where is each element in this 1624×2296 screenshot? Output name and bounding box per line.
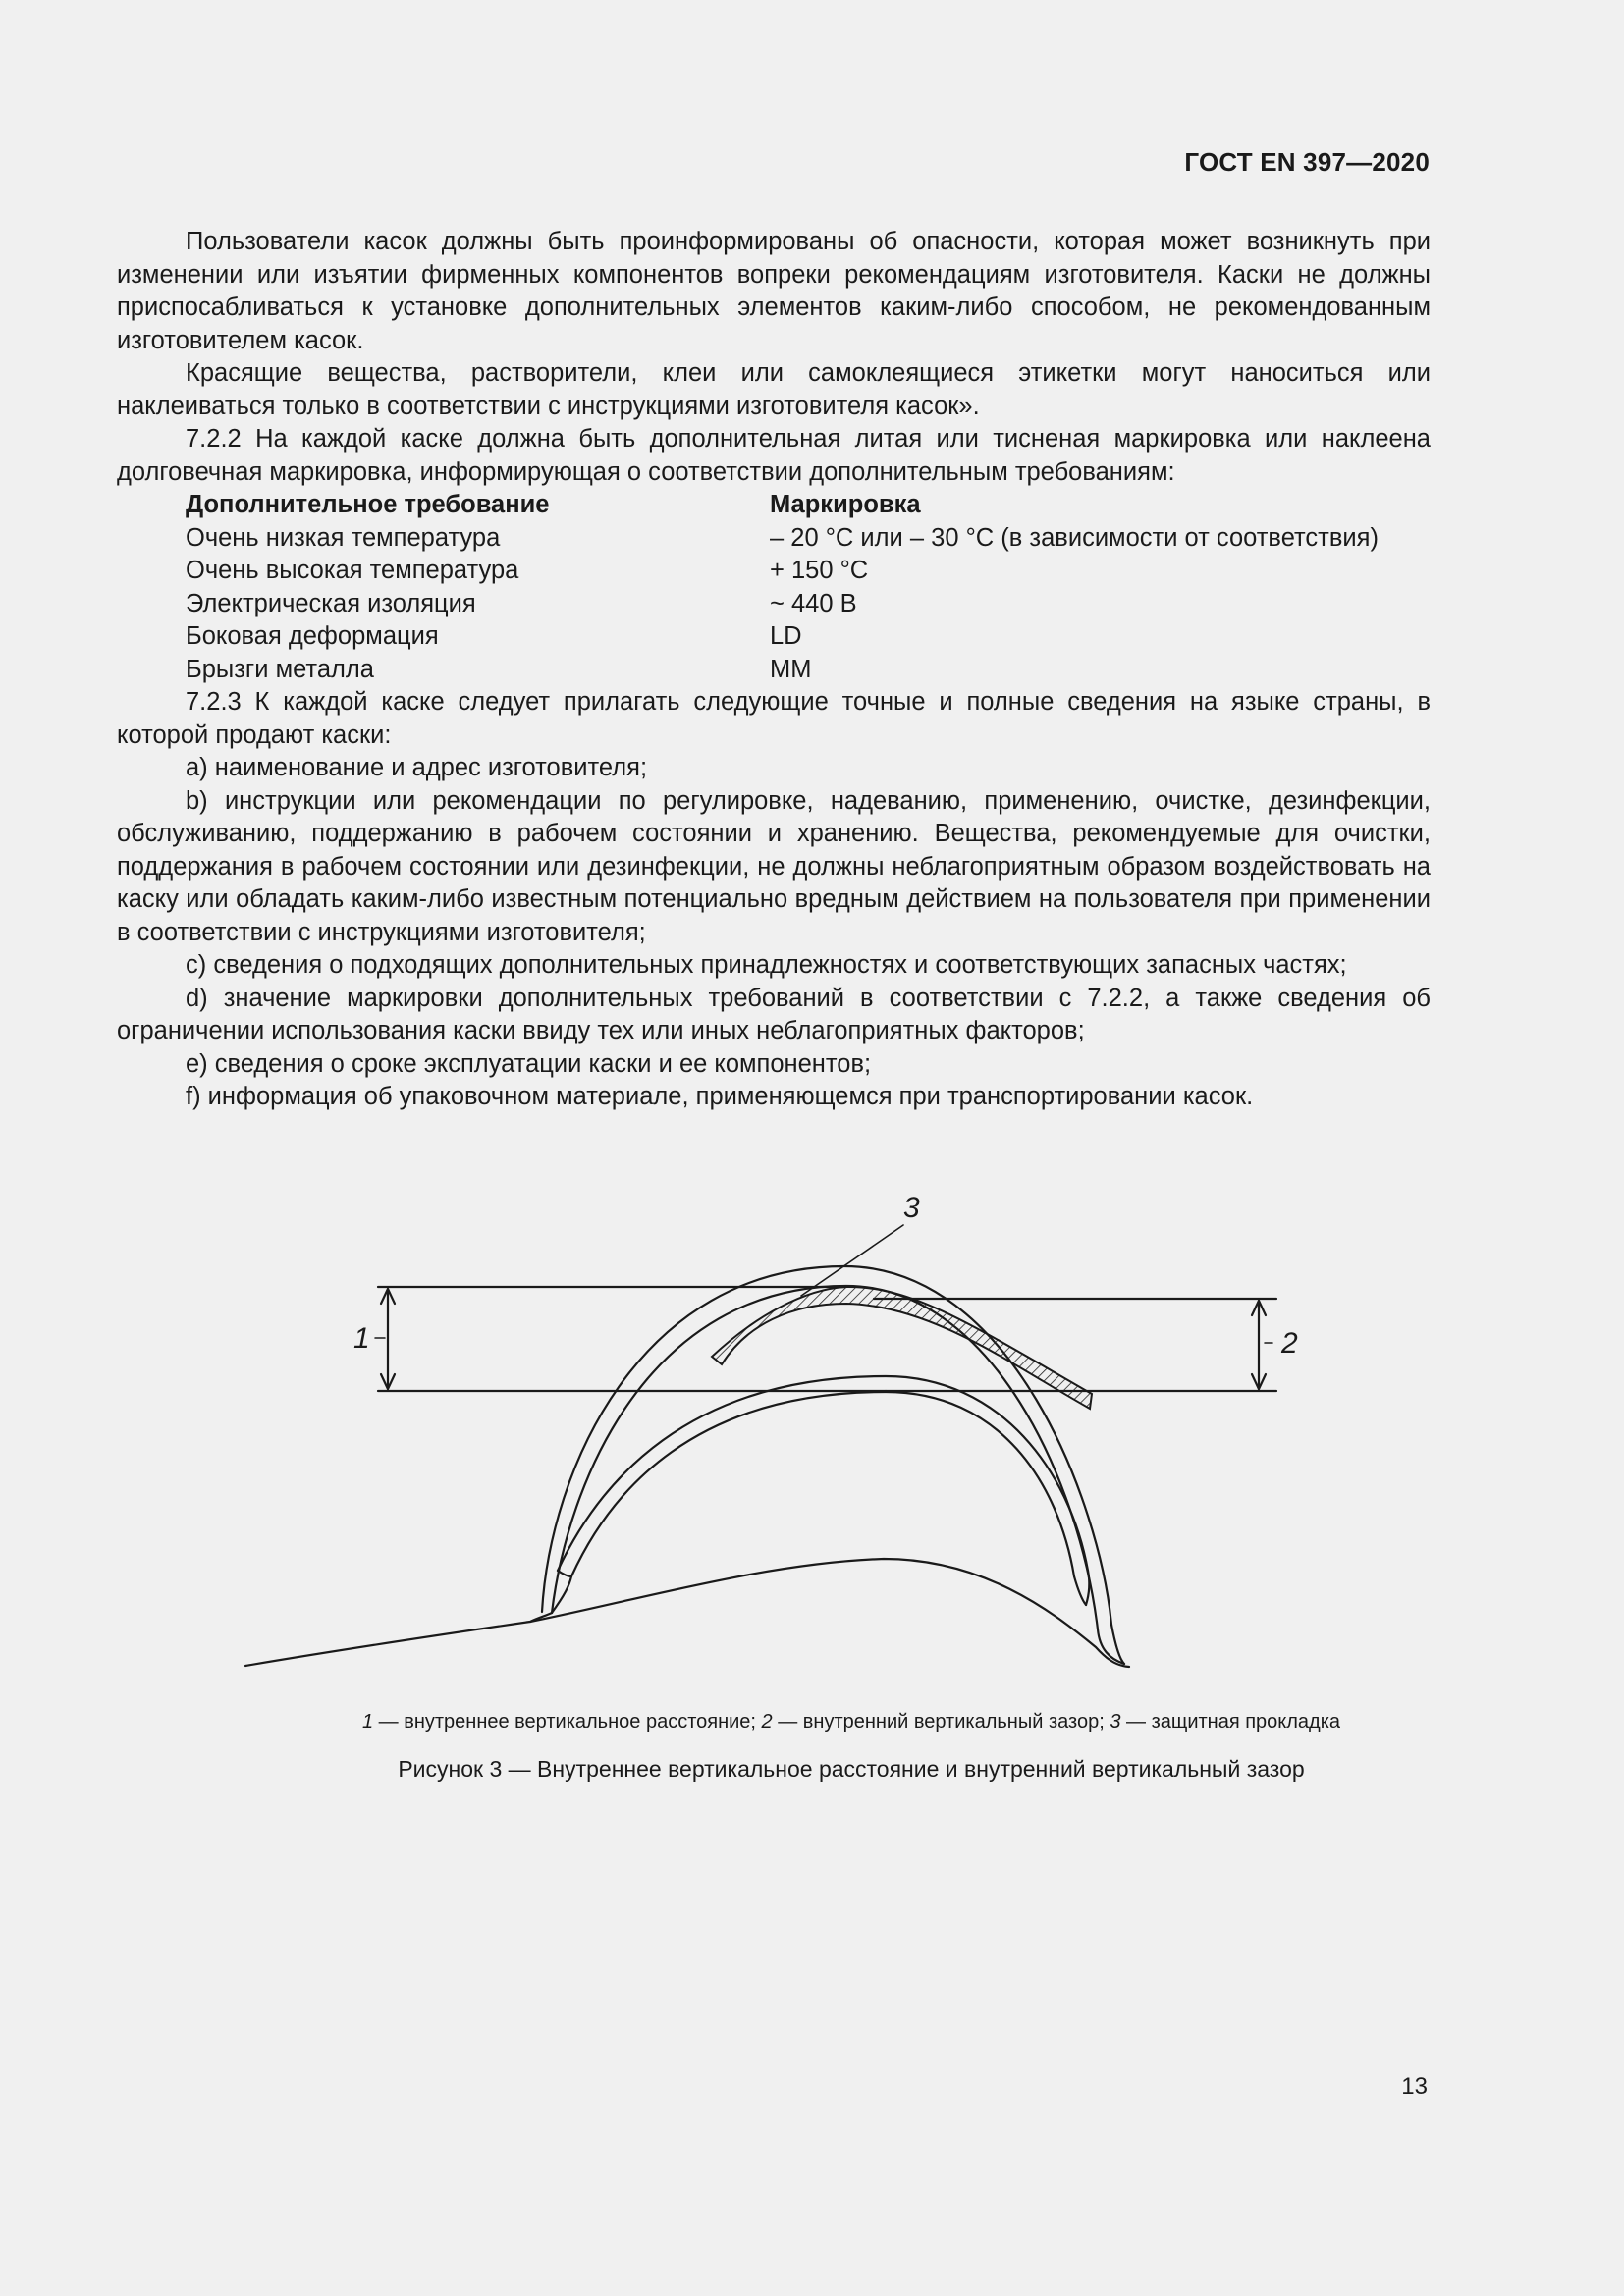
table-cell: + 150 °C (770, 557, 869, 584)
page-number: 13 (1401, 2073, 1428, 2100)
harness-end-left (558, 1571, 571, 1576)
table-cell: Брызги металла (186, 655, 374, 683)
figure-label-3: 3 (903, 1192, 920, 1224)
table-row (186, 522, 1379, 556)
list-item: c) сведения о подходящих дополнительных принадлежностях и соответствующих запасных частях; (186, 951, 1347, 979)
column-header-requirement: Дополнительное требование (186, 491, 550, 518)
body-text (117, 226, 1431, 1114)
table-header-row (186, 489, 1379, 522)
list-item: а) наименование и адрес изготовителя; (186, 754, 648, 781)
figure-caption: Рисунок 3 — Внутреннее вертикальное расстояние и внутренний вертикальный зазор (398, 1756, 1305, 1782)
harness-outer (558, 1376, 1088, 1571)
inner-shell (552, 1286, 1124, 1664)
legend-number: 1 (361, 1711, 374, 1733)
figure-label-2: 2 (1281, 1327, 1298, 1360)
legend-number: 3 (1110, 1711, 1121, 1733)
harness-inner (571, 1392, 1074, 1576)
table-cell: Боковая деформация (186, 622, 439, 650)
table-row (186, 588, 1379, 621)
list-item: d) значение маркировки дополнительных требований в соответствии с 7.2.2, а также сведения об ограничении использования каски ввиду тех или иных неблагоприятных факторов; (117, 984, 1431, 1044)
column-header-marking: Маркировка (770, 491, 921, 518)
helmet-drawing (226, 1188, 1306, 1688)
list-item: f) информация об упаковочном материале, применяющемся при транспортировании касок. (186, 1083, 1254, 1110)
table-cell: Электрическая изоляция (186, 589, 476, 617)
document-id: ГОСТ EN 397—2020 (1184, 147, 1430, 177)
table-cell: LD (770, 622, 802, 650)
list-item: e) сведения о сроке эксплуатации каски и ее компонентов; (186, 1049, 872, 1078)
table-cell: – 20 °C или – 30 °C (в зависимости от соответствия) (770, 523, 1379, 552)
table-row (186, 620, 1379, 654)
marking-table (186, 489, 1379, 686)
legend-text: — внутреннее вертикальное расстояние; (373, 1711, 762, 1733)
brim-line (245, 1559, 1129, 1667)
paragraph: 7.2.2 На каждой каске должна быть дополнительная литая или тисненая маркировка или наклеена долговечная маркировка, информирующая о соответствии дополнительным требованиям: (117, 425, 1431, 486)
figure-label-1: 1 (353, 1322, 370, 1355)
outer-shell (542, 1266, 1111, 1625)
table-row (186, 654, 1379, 687)
table-cell: Очень высокая температура (186, 557, 519, 584)
figure-legend (0, 1711, 1624, 1734)
paragraph: 7.2.3 К каждой каске следует прилагать следующие точные и полные сведения на языке страны, в которой продают каски: (117, 688, 1431, 749)
harness-end-right (1074, 1576, 1086, 1605)
legend-text: — защитная прокладка (1120, 1711, 1341, 1733)
paragraph: Пользователи касок должны быть проинформированы об опасности, которая может возникнуть при изменении или изъятии фирменных компонентов вопреки рекомендациям изготовителя. Каски не должны приспосабливаться к установке дополнительных элементов каким-либо способом, не рекомендованным изготовителем касок. (117, 228, 1431, 354)
paragraph: Красящие вещества, растворители, клеи или самоклеящиеся этикетки могут наноситься или наклеиваться только в соответствии с инструкциями изготовителя касок». (117, 359, 1431, 420)
table-cell: ~ 440 В (770, 589, 857, 617)
list-item: b) инструкции или рекомендации по регулировке, надеванию, применению, очистке, дезинфекции, обслуживанию, поддержанию в рабочем состоянии и хранению. Вещества, рекомендуемые для очистки, поддержания в рабочем состоянии или дезинфекции, не должны неблагоприятным образом воздействовать на каску или обладать каким-либо известным потенциально вредным действием на пользователя при применении в соответствии с инструкциями изготовителя; (117, 786, 1431, 946)
table-row (186, 555, 1379, 588)
legend-text: — внутренний вертикальный зазор; (772, 1711, 1110, 1733)
table-cell: MM (770, 655, 812, 683)
table-cell: Очень низкая температура (186, 523, 501, 552)
helmet-figure (226, 1188, 1306, 1688)
legend-number: 2 (761, 1711, 773, 1733)
